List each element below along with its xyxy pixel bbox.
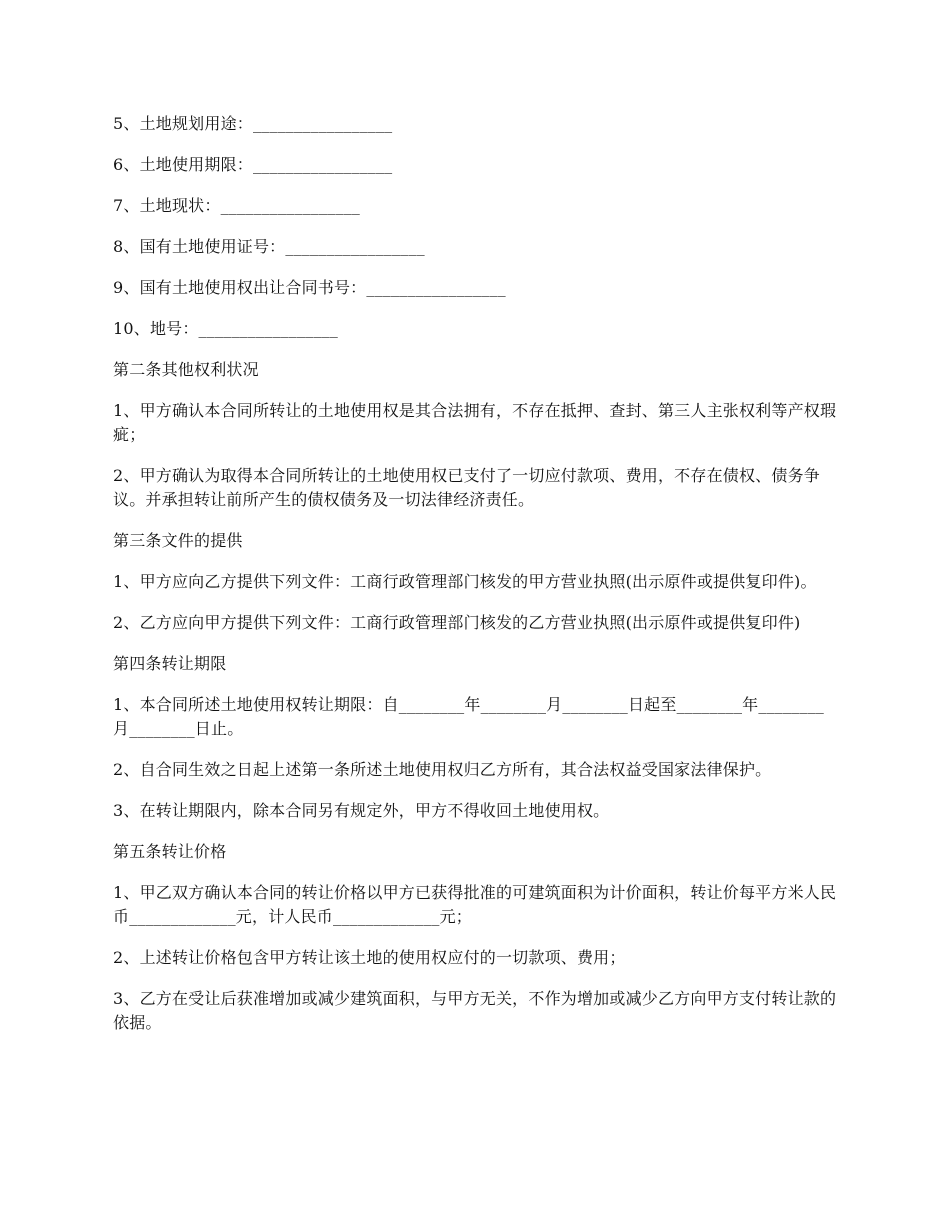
article-3-clause-2: 2、乙方应向甲方提供下列文件：工商行政管理部门核发的乙方营业执照(出示原件或提供复印件): [113, 613, 801, 632]
land-status-line: 7、土地现状：_________________: [113, 196, 360, 215]
article-3-clause-1: 1、甲方应向乙方提供下列文件：工商行政管理部门核发的甲方营业执照(出示原件或提供复印件)。: [113, 572, 817, 591]
article-5-heading: 第五条转让价格: [113, 842, 227, 861]
land-number-line: 10、地号：_________________: [113, 319, 338, 338]
article-5-clause-3: 3、乙方在受让后获准增加或减少建筑面积，与甲方无关，不作为增加或减少乙方向甲方支付转让款的依据。: [113, 989, 837, 1032]
land-use-term-line: 6、土地使用期限：_________________: [113, 155, 393, 174]
article-2-heading: 第二条其他权利状况: [113, 360, 259, 379]
article-4-clause-3: 3、在转让期限内，除本合同另有规定外，甲方不得收回土地使用权。: [113, 801, 610, 820]
article-5-clause-2: 2、上述转让价格包含甲方转让该土地的使用权应付的一切款项、费用；: [113, 948, 626, 967]
article-2-clause-1: 1、甲方确认本合同所转让的土地使用权是其合法拥有，不存在抵押、查封、第三人主张权利等产权瑕疵；: [113, 401, 837, 444]
land-planned-use-line: 5、土地规划用途：_________________: [113, 114, 393, 133]
article-2-clause-2: 2、甲方确认为取得本合同所转让的土地使用权已支付了一切应付款项、费用，不存在债权、债务争议。并承担转让前所产生的债权债务及一切法律经济责任。: [113, 466, 820, 509]
article-4-heading: 第四条转让期限: [113, 654, 227, 673]
transfer-contract-number-line: 9、国有土地使用权出让合同书号：_________________: [113, 278, 506, 297]
document-body: [113, 112, 838, 1052]
land-certificate-number-line: 8、国有土地使用证号：_________________: [113, 237, 425, 256]
article-4-clause-2: 2、自合同生效之日起上述第一条所述土地使用权归乙方所有，其合法权益受国家法律保护。: [113, 760, 772, 779]
article-5-clause-1: 1、甲乙双方确认本合同的转让价格以甲方已获得批准的可建筑面积为计价面积，转让价每平方米人民币_____________元，计人民币_____________元；: [113, 883, 837, 926]
article-3-heading: 第三条文件的提供: [113, 531, 243, 550]
article-4-clause-1: 1、本合同所述土地使用权转让期限：自________年________月________日起至________年________月________日止。: [113, 695, 824, 738]
